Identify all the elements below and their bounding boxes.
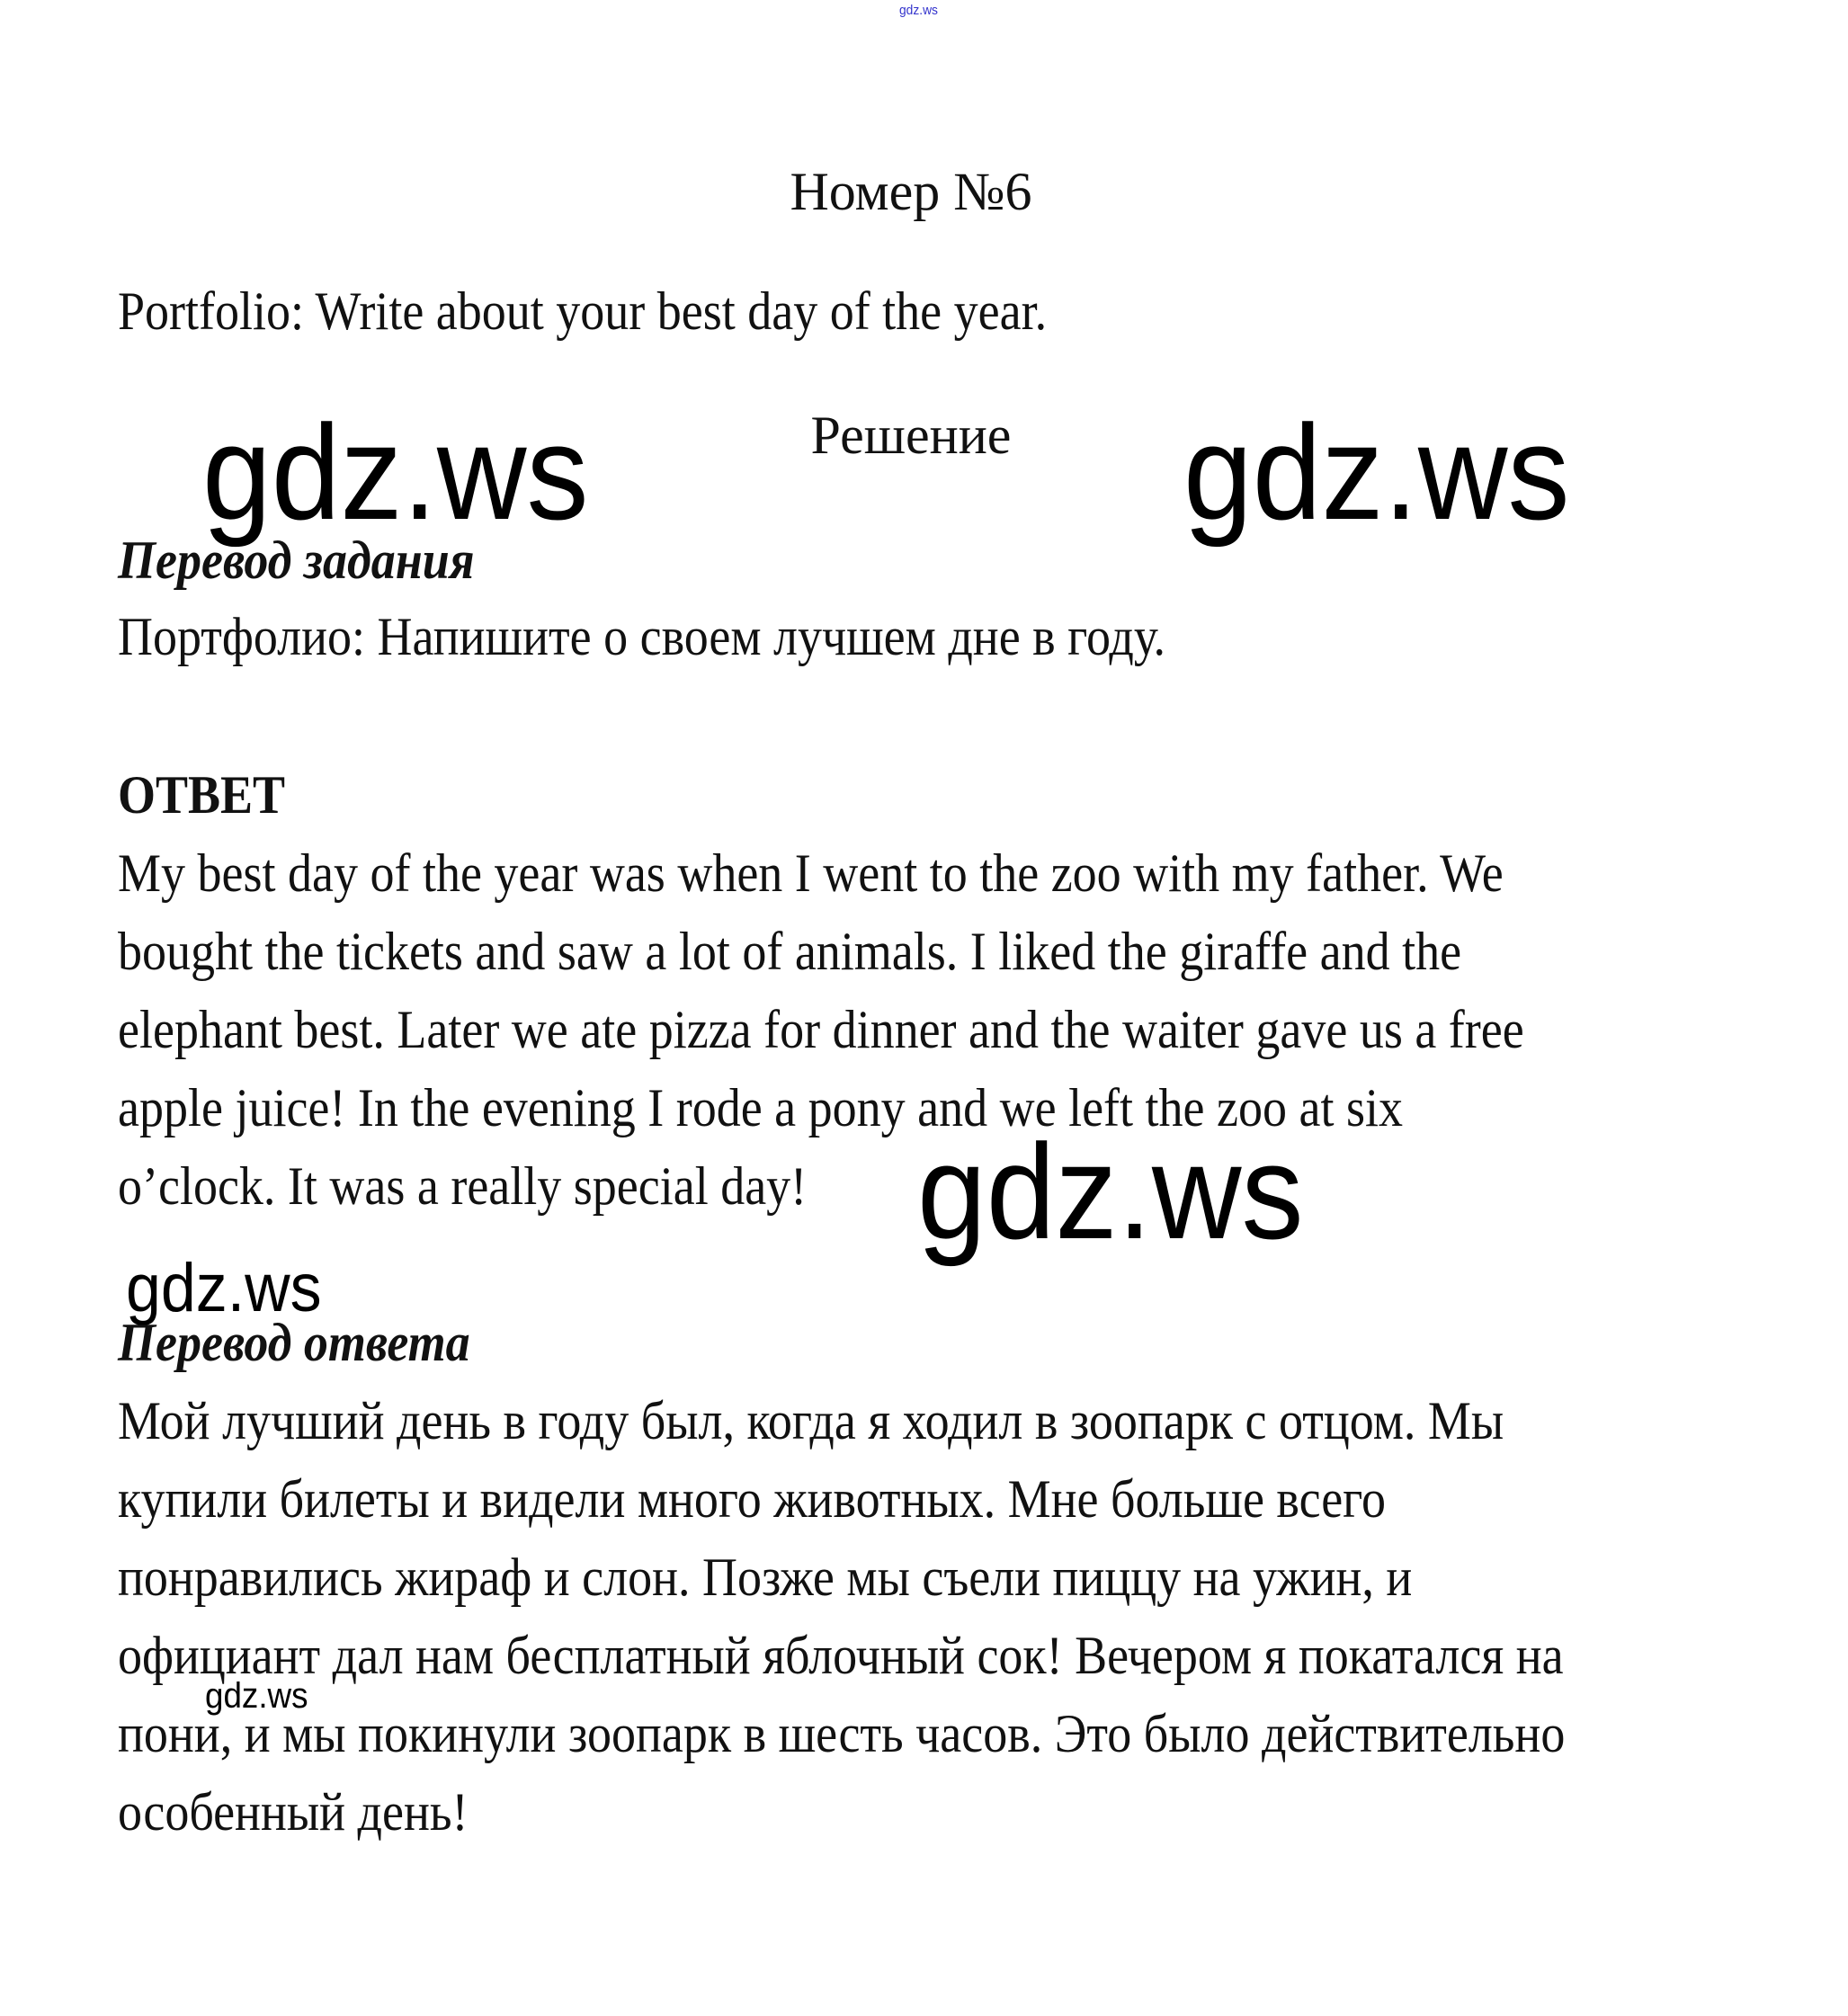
translation-line: Мой лучший день в году был, когда я ходил в зоопарк с отцом. Мы xyxy=(118,1391,1504,1450)
answer-line: bought the tickets and saw a lot of animals. I liked the giraffe and the xyxy=(118,922,1462,981)
task-translation: Портфолио: Напишите о своем лучшем дне в году. xyxy=(118,607,1165,666)
translation-line: официант дал нам бесплатный яблочный сок! Вечером я покатался на xyxy=(118,1626,1564,1685)
task-translation-heading: Перевод задания xyxy=(118,531,475,590)
watermark-small: gdz.ws xyxy=(205,1676,308,1716)
answer-line: o’clock. It was a really special day! xyxy=(118,1156,808,1216)
translation-line: понравились жираф и слон. Позже мы съели пиццу на ужин, и xyxy=(118,1548,1413,1607)
translation-line: пони, и мы покинули зоопарк в шесть часов. Это было действительно xyxy=(118,1704,1566,1763)
solution-label: Решение xyxy=(810,406,1012,465)
answer-heading: ОТВЕТ xyxy=(118,765,286,825)
answer-line: apple juice! In the evening I rode a pony and we left the zoo at six xyxy=(118,1078,1403,1137)
watermark-right: gdz.ws xyxy=(1183,397,1570,548)
translation-line: особенный день! xyxy=(118,1782,469,1842)
answer-line: elephant best. Later we ate pizza for dinner and the waiter gave us a free xyxy=(118,1000,1524,1059)
watermark-middle: gdz.ws xyxy=(917,1116,1304,1267)
translation-line: купили билеты и видели много животных. Мне больше всего xyxy=(118,1469,1386,1529)
answer-line: My best day of the year was when I went to the zoo with my father. We xyxy=(118,843,1504,903)
watermark-medium: gdz.ws xyxy=(126,1250,322,1326)
page-title: Номер №6 xyxy=(790,162,1032,221)
answer-translation-heading: Перевод ответа xyxy=(118,1313,470,1372)
watermark-left: gdz.ws xyxy=(202,397,589,548)
task-text: Portfolio: Write about your best day of the year. xyxy=(118,281,1048,341)
watermark-top: gdz.ws xyxy=(899,3,938,18)
